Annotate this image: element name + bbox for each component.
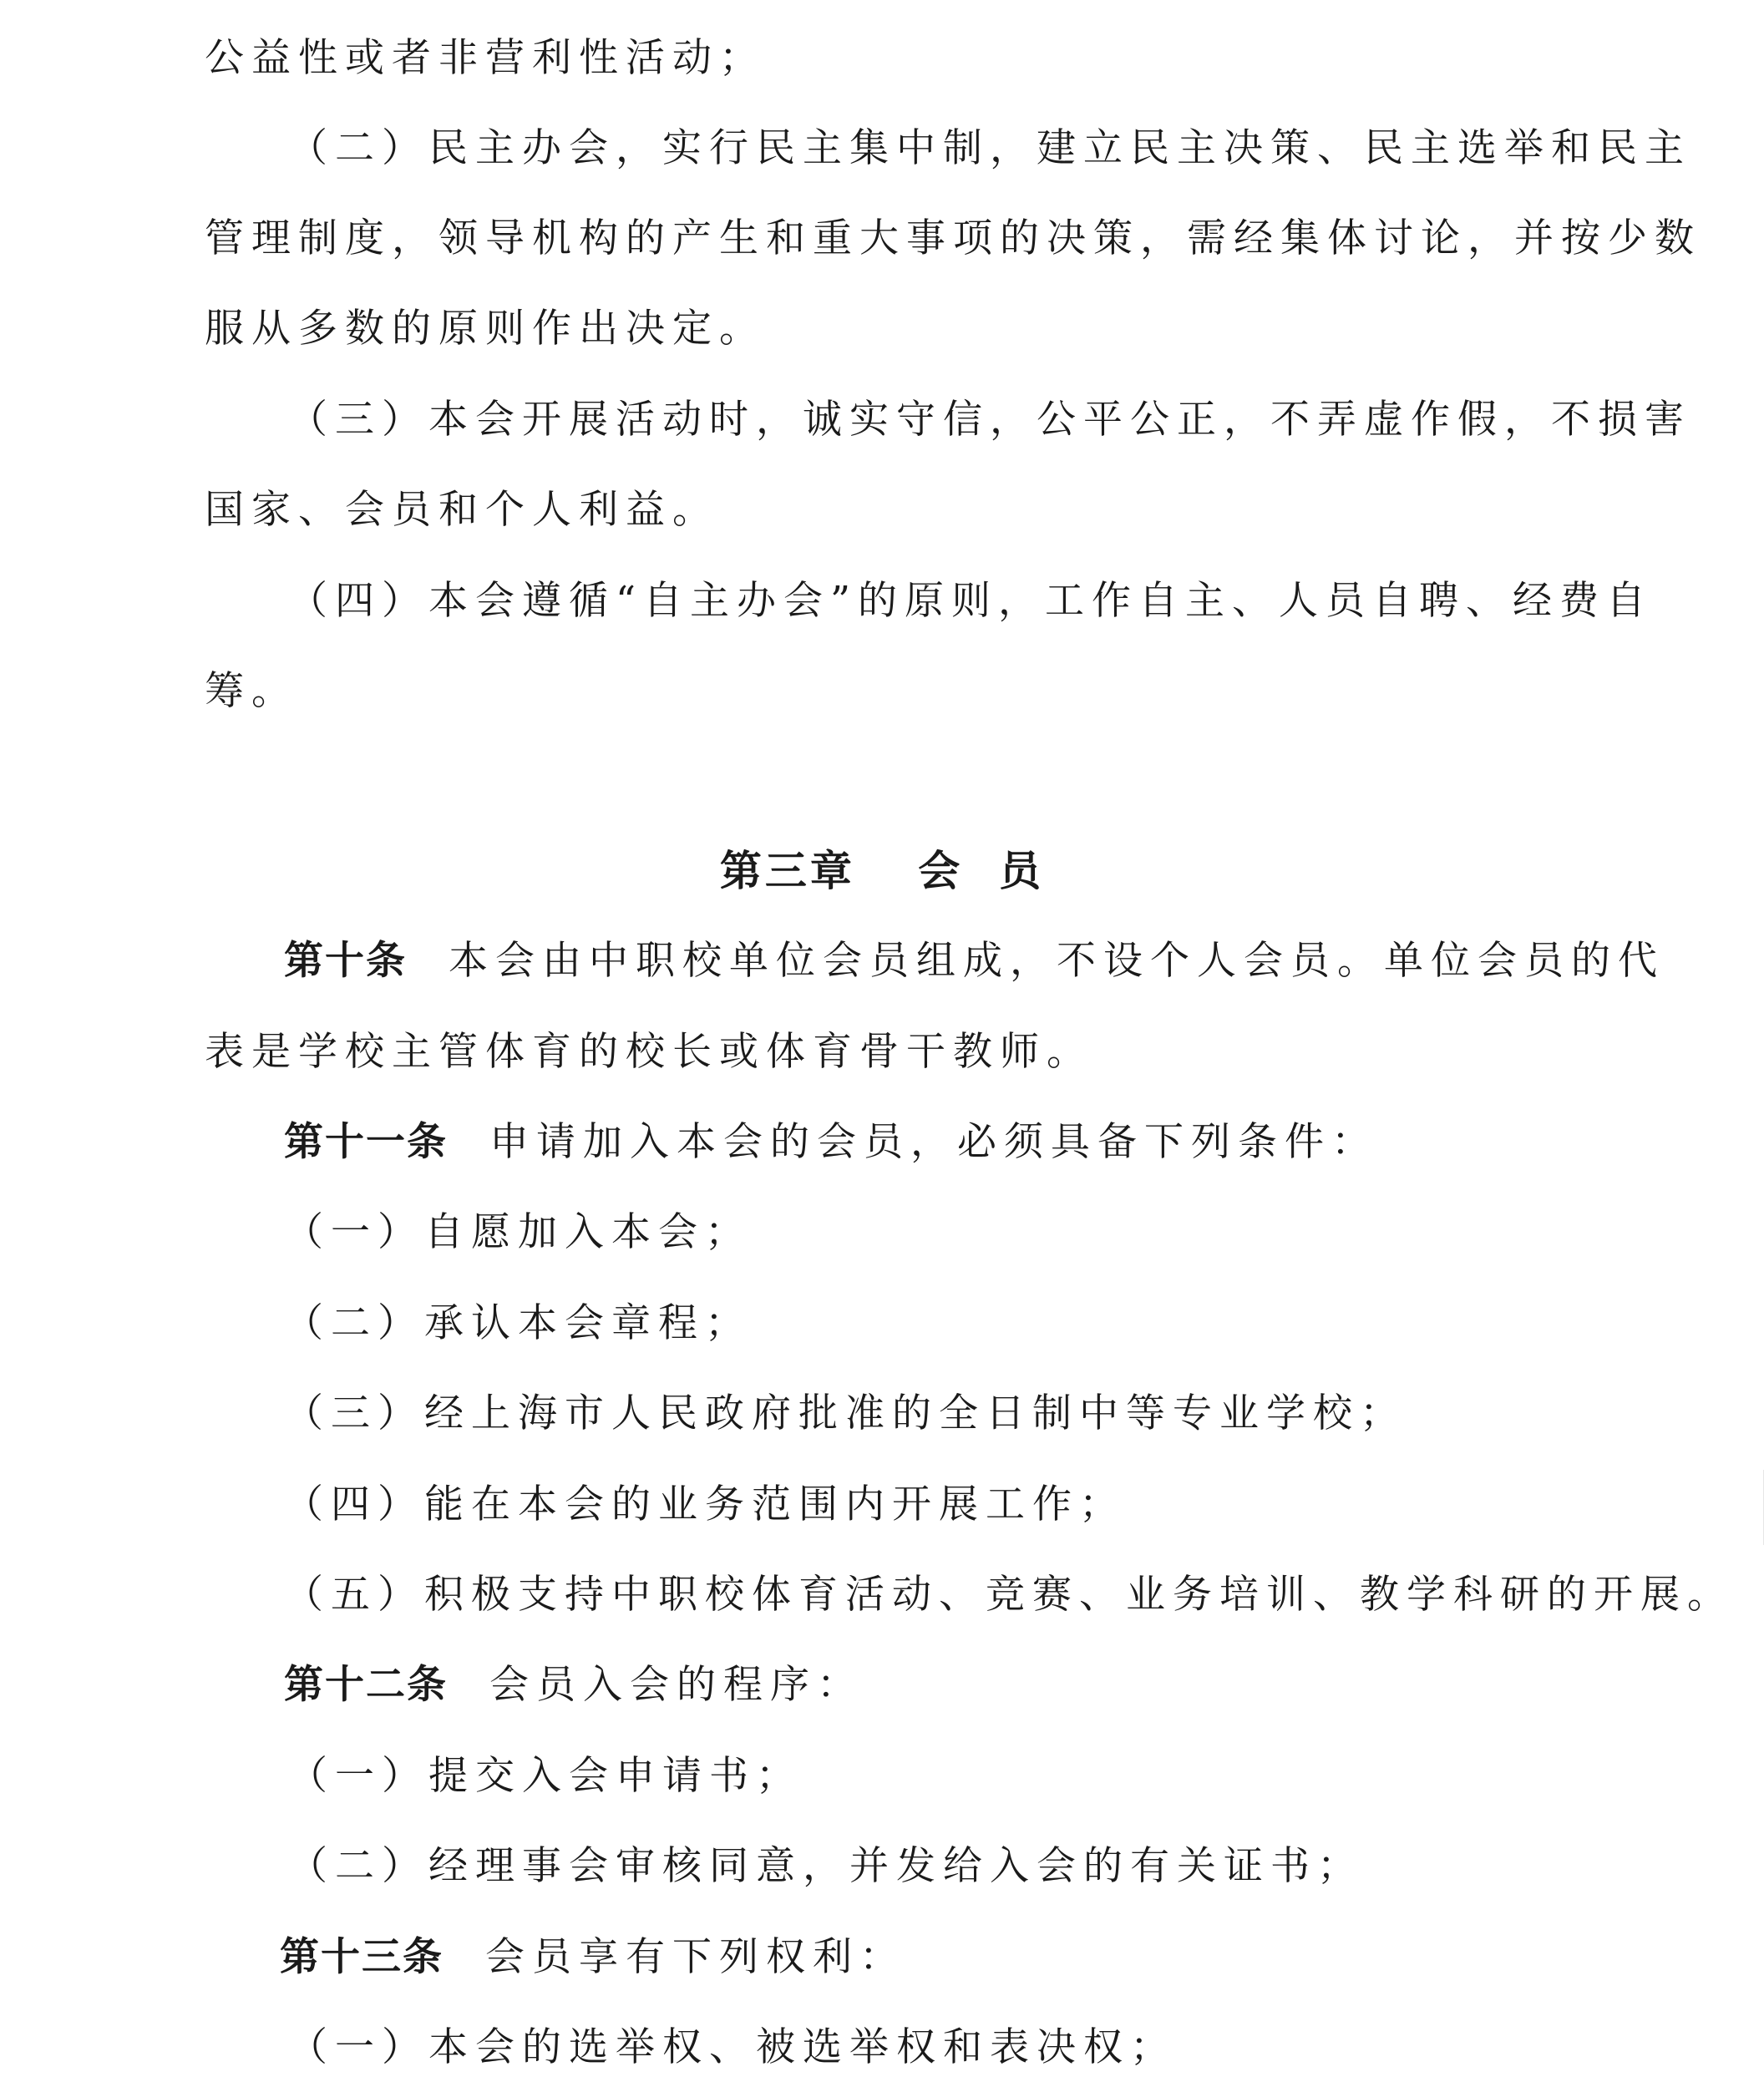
paragraph-line: （三）本会开展活动时，诚实守信，公平公正，不弄虚作假，不损害 <box>288 397 1691 443</box>
article-label: 第十二条 <box>284 1662 448 1708</box>
list-item: （一）自愿加入本会； <box>284 1209 752 1255</box>
paragraph-line: （四）本会遵循“自主办会”的原则，工作自主、人员自聘、经费自 <box>288 578 1654 624</box>
list-item: （一）本会的选举权、被选举权和表决权； <box>288 2024 1177 2070</box>
paragraph-line: 服从多数的原则作出决定。 <box>205 306 766 352</box>
list-item: （二）承认本会章程； <box>284 1300 752 1346</box>
article-text: 本会由中职校单位会员组成，不设个人会员。单位会员的代 <box>449 938 1665 984</box>
article-10-continuation: 表是学校主管体育的校长或体育骨干教师。 <box>205 1029 1093 1075</box>
article-label: 第十条 <box>284 938 407 984</box>
article-12-line <box>284 1660 864 1710</box>
article-13-line <box>280 1933 906 1983</box>
paragraph-line: 公益性或者非营利性活动； <box>205 35 766 81</box>
article-text: 申请加入本会的会员，必须具备下列条件： <box>489 1119 1378 1165</box>
list-item: （四）能在本会的业务范围内开展工作； <box>284 1482 1126 1527</box>
chapter-heading: 第三章 会 员 <box>719 847 1045 895</box>
article-label: 第十三条 <box>280 1934 444 1980</box>
paragraph-line: 国家、会员和个人利益。 <box>205 487 719 533</box>
article-label: 第十一条 <box>284 1119 448 1165</box>
paragraph-line: 筹。 <box>205 668 298 714</box>
article-10-line <box>284 936 1665 986</box>
list-item: （二）经理事会审核同意，并发给入会的有关证书； <box>288 1843 1364 1889</box>
article-text: 会员入会的程序： <box>489 1662 864 1708</box>
list-item: （五）积极支持中职校体育活动、竞赛、业务培训、教学科研的开展。 <box>284 1572 1734 1618</box>
paragraph-line: 管理制度，领导机构的产生和重大事项的决策，需经集体讨论，并按少数 <box>205 215 1701 261</box>
list-item: （三）经上海市人民政府批准的全日制中等专业学校； <box>284 1390 1407 1436</box>
list-item: （一）提交入会申请书； <box>288 1753 803 1799</box>
paragraph-line: （二）民主办会，实行民主集中制，建立民主决策、民主选举和民主 <box>288 125 1691 171</box>
article-text: 会员享有下列权利： <box>485 1934 906 1980</box>
article-11-line <box>284 1117 1378 1168</box>
